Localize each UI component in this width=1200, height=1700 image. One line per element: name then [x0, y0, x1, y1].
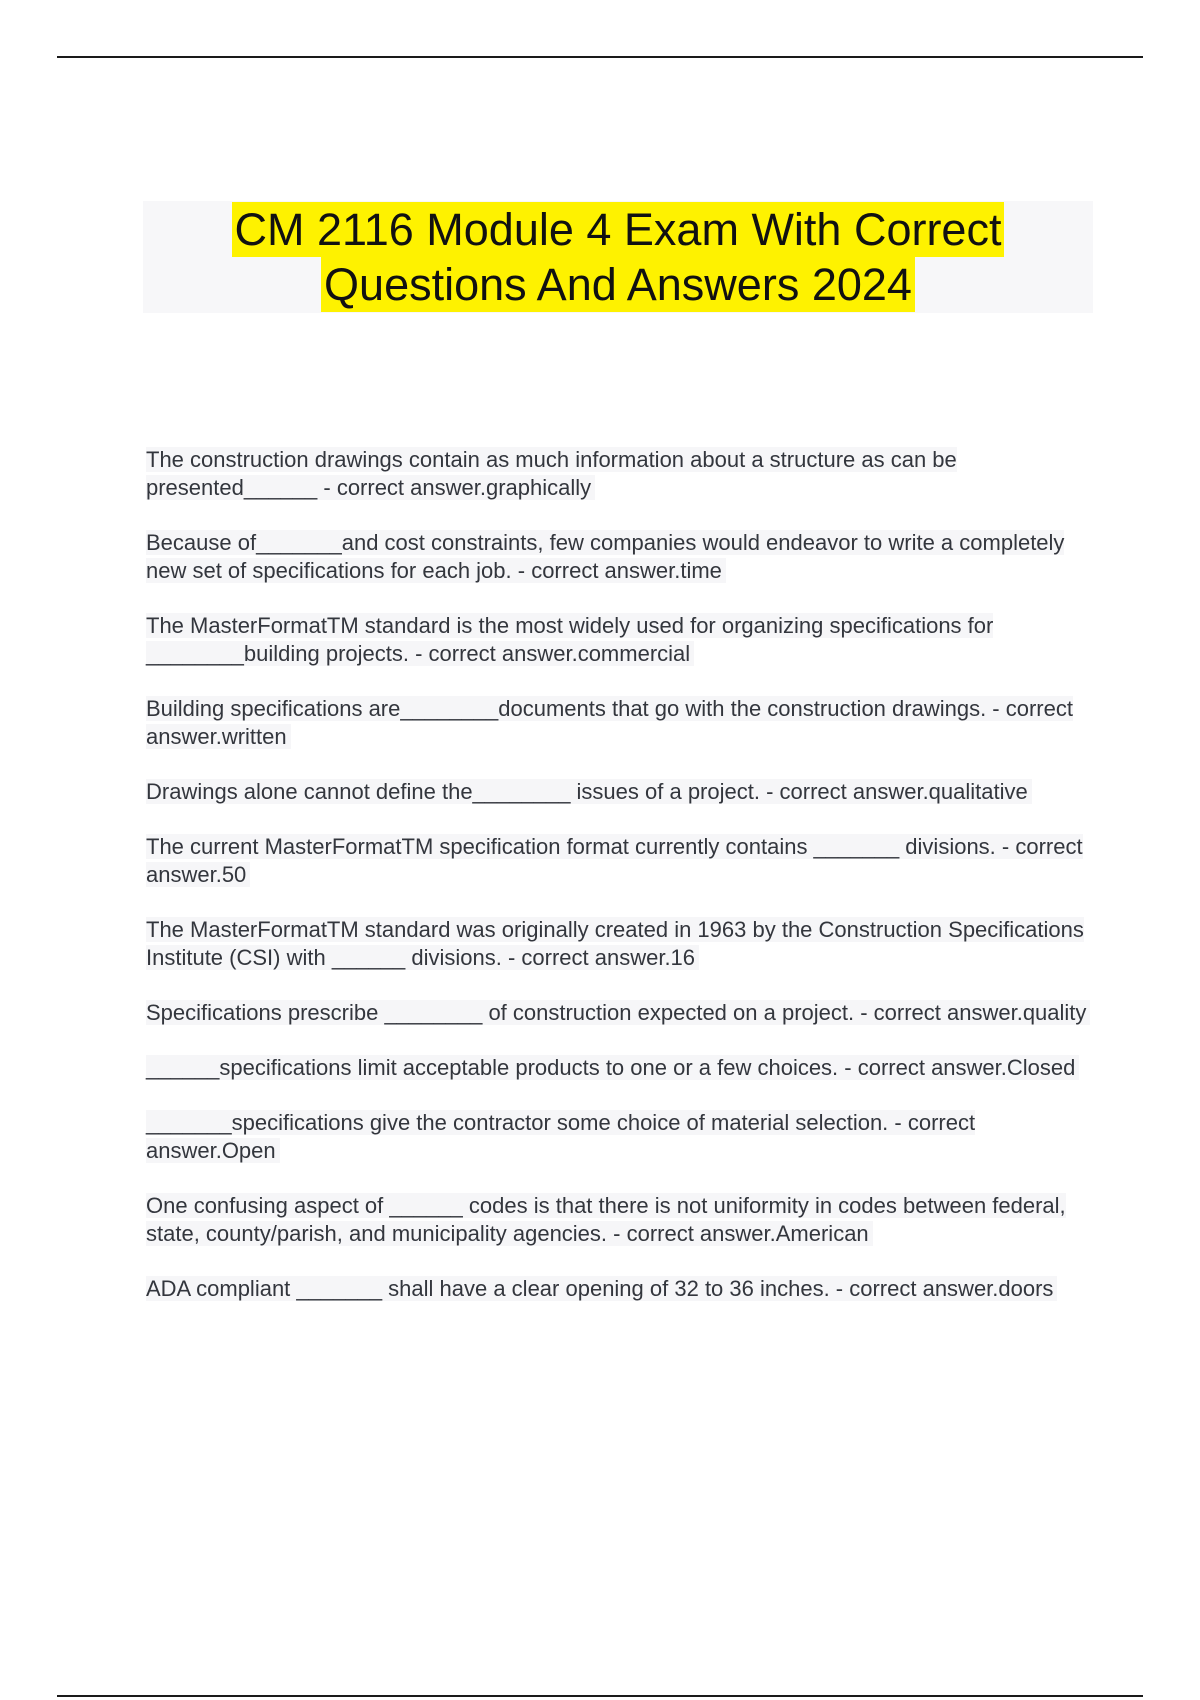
qa-text: Drawings alone cannot define the________ issues of a project. - correct answer.qualitative — [146, 779, 1032, 804]
qa-item — [146, 446, 1096, 502]
page-title-line-2: Questions And Answers 2024 — [321, 257, 915, 312]
qa-item — [146, 1275, 1096, 1303]
top-rule — [57, 56, 1143, 58]
qa-item — [146, 833, 1096, 889]
qa-item — [146, 1192, 1096, 1248]
qa-item — [146, 1109, 1096, 1165]
question-answer-list — [146, 424, 1096, 1330]
qa-text: The MasterFormatTM standard is the most widely used for organizing specifications for ________building projects. - correct answer.commercial — [146, 613, 994, 666]
qa-text: _______specifications give the contractor some choice of material selection. - correct answer.Open — [146, 1110, 976, 1163]
qa-text: Building specifications are________documents that go with the construction drawings. - correct answer.written — [146, 696, 1073, 749]
qa-item — [146, 612, 1096, 668]
qa-text: Because of_______and cost constraints, few companies would endeavor to write a completely new set of specifications for each job. - correct answer.time — [146, 530, 1065, 583]
qa-text: The current MasterFormatTM specification format currently contains _______ divisions. - correct answer.50 — [146, 834, 1083, 887]
qa-text: ______specifications limit acceptable products to one or a few choices. - correct answer.Closed — [146, 1055, 1079, 1080]
page-title-line-1: CM 2116 Module 4 Exam With Correct — [232, 202, 1005, 257]
bottom-rule — [57, 1695, 1143, 1697]
qa-text: Specifications prescribe ________ of construction expected on a project. - correct answer.quality — [146, 1000, 1090, 1025]
qa-item — [146, 1054, 1096, 1082]
qa-item — [146, 778, 1096, 806]
qa-text: The construction drawings contain as much information about a structure as can be presented______ - correct answer.graphically — [146, 447, 957, 500]
qa-item — [146, 695, 1096, 751]
qa-text: ADA compliant _______ shall have a clear opening of 32 to 36 inches. - correct answer.doors — [146, 1276, 1057, 1301]
qa-item — [146, 529, 1096, 585]
qa-text: The MasterFormatTM standard was originally created in 1963 by the Construction Specifications Institute (CSI) with ______ divisions. - correct answer.16 — [146, 917, 1084, 970]
title-block — [143, 201, 1093, 313]
qa-item — [146, 999, 1096, 1027]
qa-text: One confusing aspect of ______ codes is that there is not uniformity in codes between federal, state, county/parish, and municipality agencies. - correct answer.American — [146, 1193, 1066, 1246]
qa-item — [146, 916, 1096, 972]
